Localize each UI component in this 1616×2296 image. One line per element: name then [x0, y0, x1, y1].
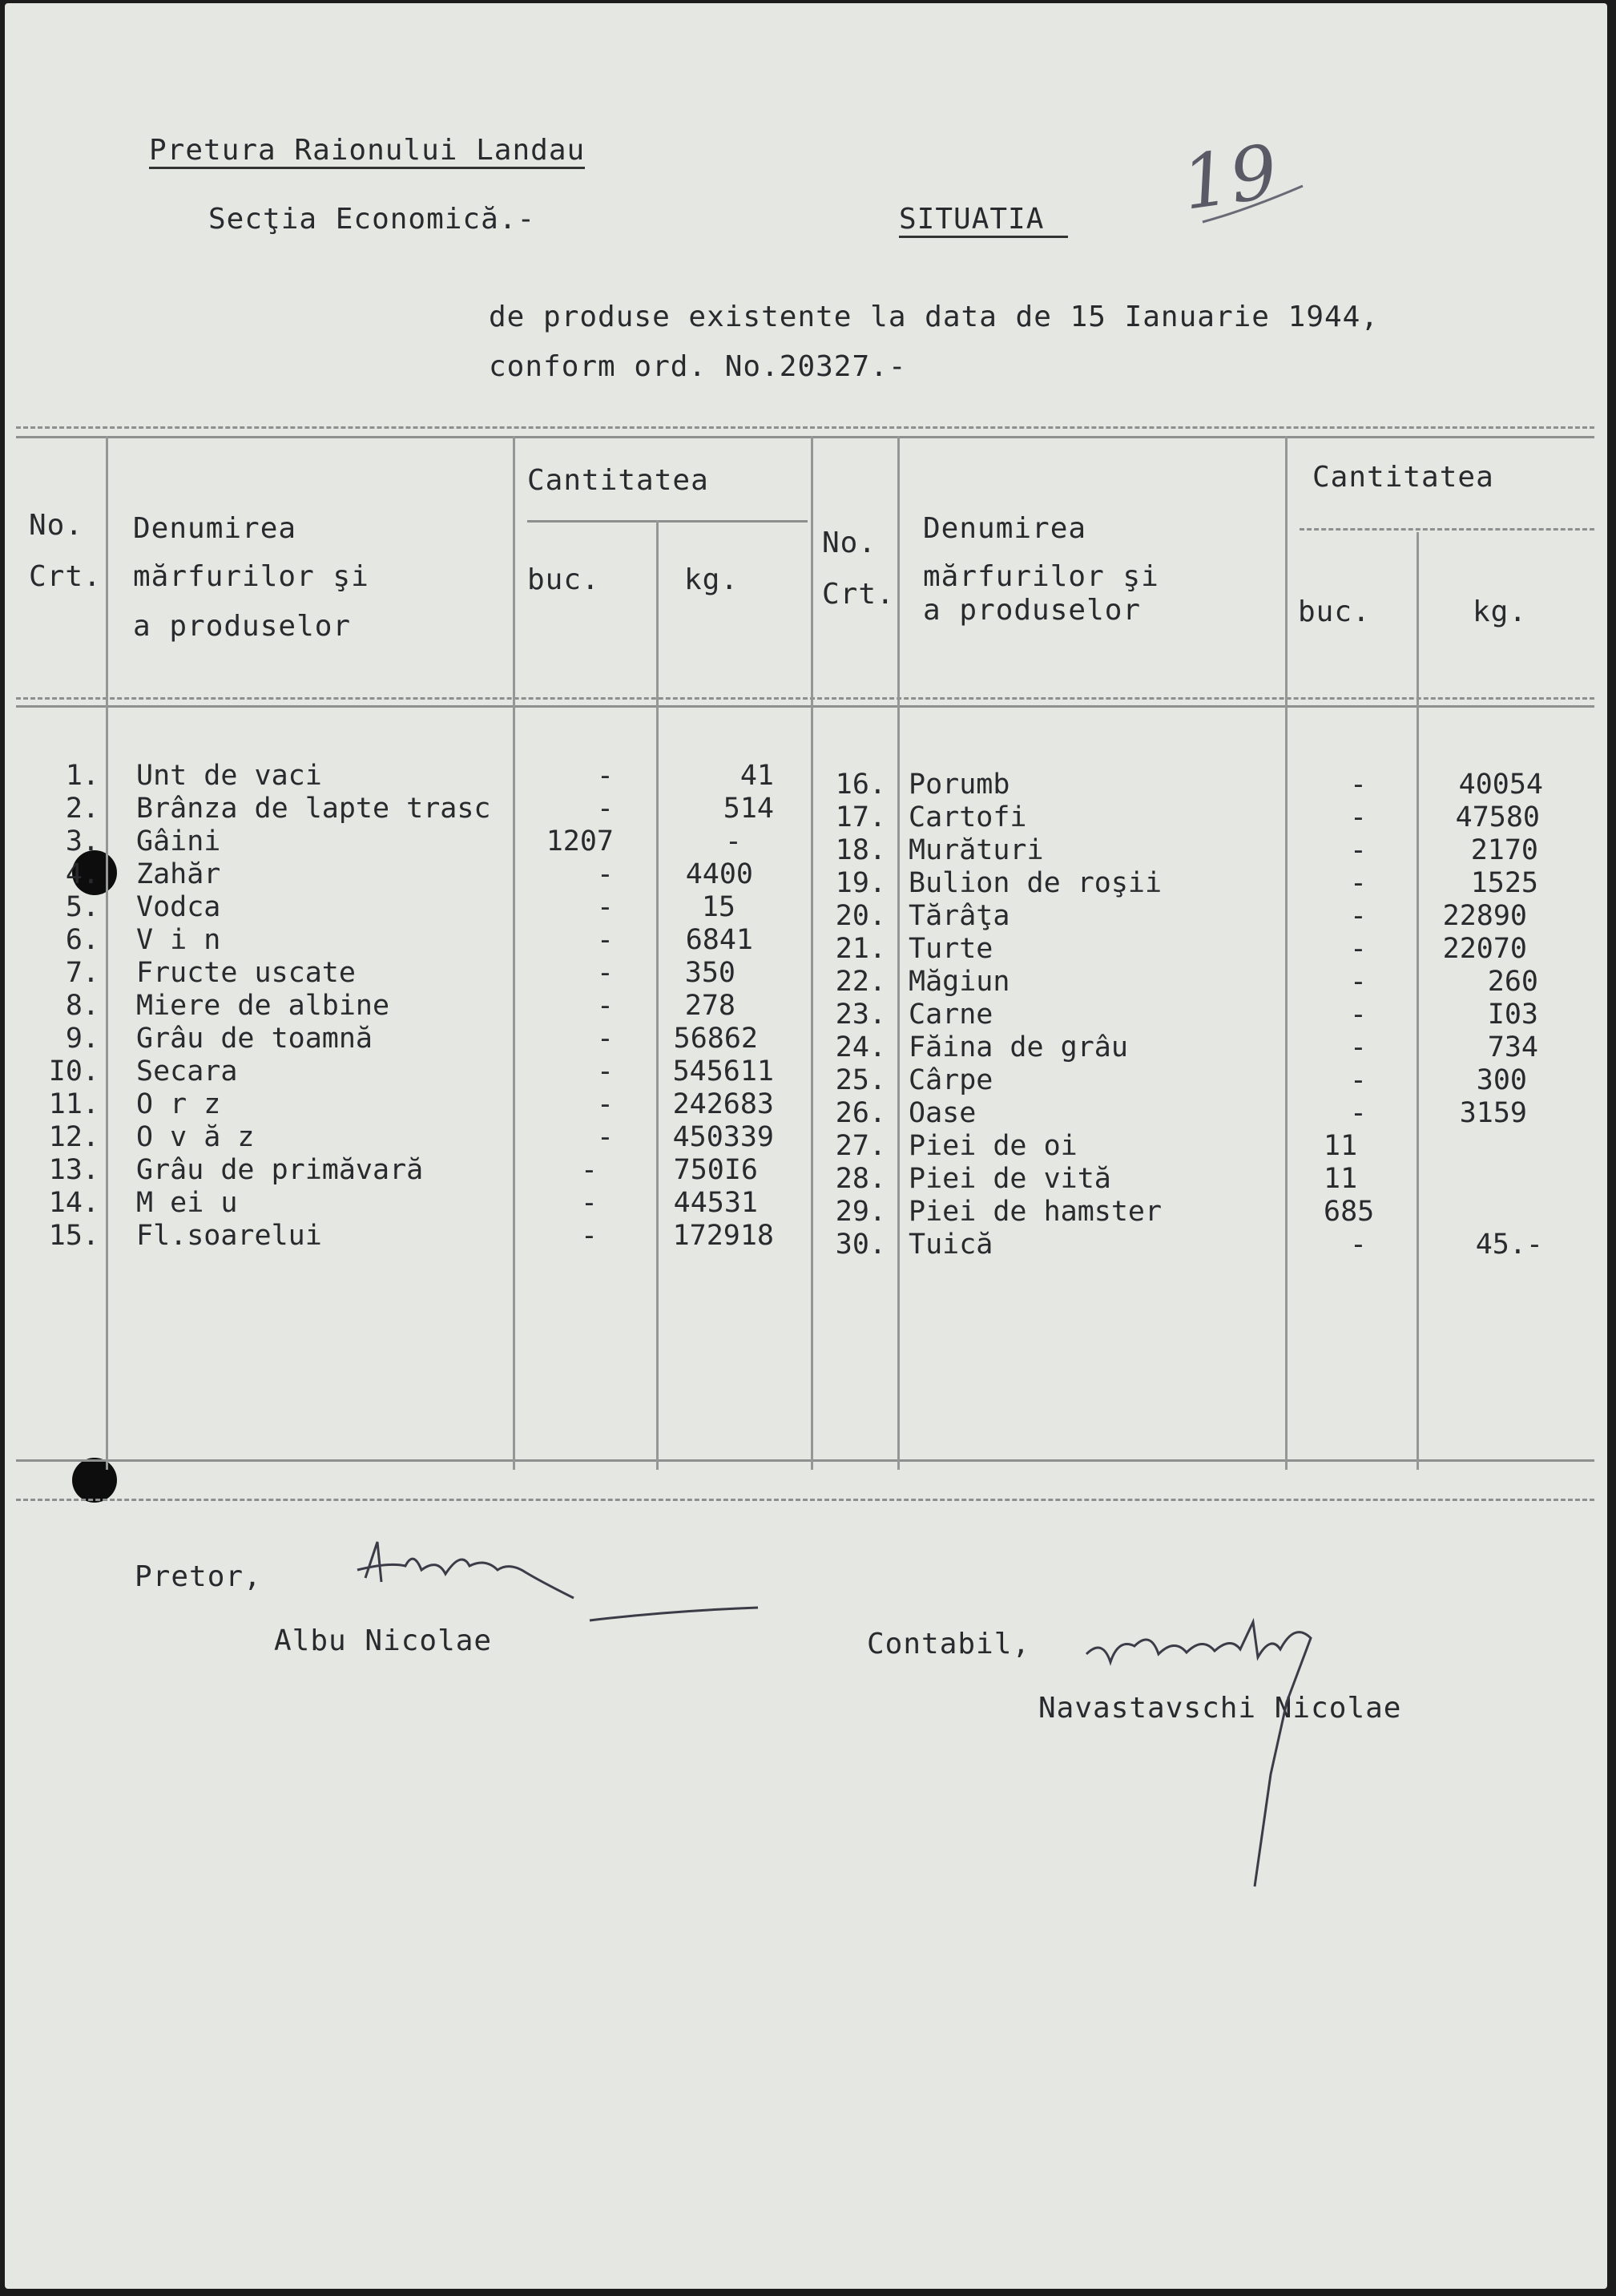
pieces-value: 11: [1324, 1163, 1358, 1195]
hdr-crt-right: Crt.: [822, 578, 895, 611]
row-number: 14.: [48, 1187, 99, 1219]
pretor-signature: [349, 1534, 766, 1630]
pieces-value: -: [596, 1088, 614, 1120]
qty-subheader-rule-left: [527, 520, 808, 523]
kg-value: 47580: [1455, 801, 1540, 833]
pieces-value: -: [1349, 1097, 1367, 1129]
product-name: Oase: [909, 1097, 977, 1129]
kg-value: -: [724, 825, 742, 857]
pieces-value: 685: [1324, 1196, 1375, 1228]
product-name: Cartofi: [909, 801, 1027, 833]
row-number: 4.: [65, 858, 99, 890]
document-subtitle-line2: conform ord. No.20327.-: [489, 350, 907, 383]
kg-value: 172918: [672, 1220, 774, 1252]
table-top-rule-2: [16, 436, 1594, 438]
hdr-name-l2-right: mărfurilor şi: [923, 560, 1159, 593]
accountant-signature: [1070, 1590, 1423, 1895]
row-number: 9.: [65, 1023, 99, 1055]
pieces-value: -: [596, 891, 614, 923]
pieces-value: -: [596, 760, 614, 792]
product-name: Tuică: [909, 1229, 993, 1261]
row-number: 13.: [48, 1154, 99, 1186]
table-bottom-rule-2: [16, 1499, 1594, 1501]
pieces-value: -: [1349, 999, 1367, 1031]
col-divider-2: [513, 436, 515, 1470]
product-name: Piei de oi: [909, 1130, 1078, 1162]
kg-value: 750I6: [673, 1154, 758, 1186]
row-number: 20.: [835, 900, 886, 932]
row-number: 22.: [835, 966, 886, 998]
row-number: 24.: [835, 1031, 886, 1063]
kg-value: 41: [739, 760, 774, 792]
row-number: 17.: [835, 801, 886, 833]
product-name: Porumb: [909, 769, 1010, 801]
pieces-value: -: [596, 793, 614, 825]
pieces-value: -: [580, 1187, 598, 1219]
row-number: 15.: [48, 1220, 99, 1252]
pieces-value: -: [1349, 867, 1367, 899]
kg-value: 545611: [672, 1055, 774, 1087]
pieces-value: -: [1349, 769, 1367, 801]
kg-value: 278: [684, 990, 735, 1022]
hdr-qty-left: Cantitatea: [527, 464, 709, 497]
kg-value: 6841: [685, 924, 753, 956]
row-number: 23.: [835, 999, 886, 1031]
product-name: Secara: [136, 1055, 238, 1087]
pieces-value: 1207: [546, 825, 614, 857]
kg-value: 3159: [1459, 1097, 1527, 1129]
pieces-value: -: [596, 957, 614, 989]
kg-value: 15: [701, 891, 735, 923]
product-name: Grâu de primăvară: [136, 1154, 424, 1186]
table-top-rule: [16, 426, 1594, 429]
row-number: 16.: [835, 769, 886, 801]
row-number: 3.: [65, 825, 99, 857]
product-name: O v ă z: [136, 1121, 255, 1153]
product-name: Fl.soarelui: [136, 1220, 322, 1252]
kg-value: 514: [723, 793, 774, 825]
product-name: Cârpe: [909, 1064, 993, 1096]
pieces-value: -: [1349, 1031, 1367, 1063]
kg-value: 450339: [672, 1121, 774, 1153]
row-number: 1.: [65, 760, 99, 792]
hdr-pcs-right: buc.: [1298, 595, 1371, 628]
pieces-value: -: [1349, 834, 1367, 866]
hdr-qty-right: Cantitatea: [1312, 461, 1494, 494]
col-divider-5: [897, 436, 900, 1470]
kg-value: 260: [1487, 966, 1538, 998]
kg-value: 56862: [673, 1023, 758, 1055]
product-name: O r z: [136, 1088, 221, 1120]
kg-value: 300: [1476, 1064, 1527, 1096]
product-name: Unt de vaci: [136, 760, 322, 792]
kg-value: 350: [684, 957, 735, 989]
hdr-pcs-left: buc.: [527, 563, 600, 596]
document-page: [5, 3, 1607, 2289]
pieces-value: 11: [1324, 1130, 1358, 1162]
product-name: Grâu de toamnă: [136, 1023, 373, 1055]
kg-value: 4400: [685, 858, 753, 890]
product-name: Miere de albine: [136, 990, 390, 1022]
accountant-title: Contabil,: [867, 1628, 1031, 1660]
product-name: Vodca: [136, 891, 221, 923]
row-number: 7.: [65, 957, 99, 989]
pieces-value: -: [596, 1055, 614, 1087]
row-number: 19.: [835, 867, 886, 899]
pieces-value: -: [596, 1023, 614, 1055]
row-number: 5.: [65, 891, 99, 923]
product-name: Tărâţa: [909, 900, 1010, 932]
product-name: Murături: [909, 834, 1044, 866]
hdr-crt-left: Crt.: [29, 560, 102, 593]
product-name: V i n: [136, 924, 221, 956]
row-number: 29.: [835, 1196, 886, 1228]
office-name: Pretura Raionului Landau: [149, 135, 585, 169]
col-divider-7: [1417, 532, 1419, 1470]
product-name: Piei de hamster: [909, 1196, 1163, 1228]
hdr-name-l3-right: a produselor: [923, 594, 1142, 627]
row-number: 28.: [835, 1163, 886, 1195]
kg-value: 22890: [1442, 900, 1527, 932]
row-number: 30.: [835, 1229, 886, 1261]
product-name: Gâini: [136, 825, 221, 857]
pretor-name: Albu Nicolae: [274, 1624, 493, 1657]
product-name: Măgiun: [909, 966, 1010, 998]
header-bottom-rule-2: [16, 705, 1594, 708]
document-subtitle-line1: de produse existente la data de 15 Ianuarie 1944,: [489, 301, 1380, 333]
product-name: Făina de grâu: [909, 1031, 1128, 1063]
kg-value: 22070: [1442, 933, 1527, 965]
pieces-value: -: [1349, 1064, 1367, 1096]
kg-value: I03: [1487, 999, 1538, 1031]
row-number: 25.: [835, 1064, 886, 1096]
pretor-title: Pretor,: [135, 1560, 262, 1593]
product-name: Piei de vită: [909, 1163, 1111, 1195]
product-name: Brânza de lapte trasc: [136, 793, 491, 825]
pieces-value: -: [580, 1220, 598, 1252]
row-number: 6.: [65, 924, 99, 956]
document-title: SITUATIA: [899, 204, 1068, 238]
qty-subheader-rule-right: [1300, 528, 1594, 531]
pieces-value: -: [596, 990, 614, 1022]
table-bottom-rule: [16, 1459, 1594, 1462]
punch-hole-bottom: [72, 1458, 117, 1503]
hdr-name-l1-left: Denumirea: [133, 512, 297, 545]
product-name: Bulion de roşii: [909, 867, 1163, 899]
hdr-name-l1-right: Denumirea: [923, 512, 1087, 545]
kg-value: 242683: [672, 1088, 774, 1120]
folio-stroke: [1199, 178, 1311, 234]
row-number: 26.: [835, 1097, 886, 1129]
product-name: Zahăr: [136, 858, 221, 890]
pieces-value: -: [1349, 966, 1367, 998]
col-divider-1: [106, 436, 108, 1470]
hdr-no-right: No.: [822, 527, 877, 559]
kg-value: 40054: [1458, 769, 1543, 801]
kg-value: 734: [1487, 1031, 1538, 1063]
row-number: 18.: [835, 834, 886, 866]
kg-value: 2170: [1470, 834, 1538, 866]
pieces-value: -: [1349, 801, 1367, 833]
kg-value: 44531: [673, 1187, 758, 1219]
row-number: 27.: [835, 1130, 886, 1162]
product-name: Turte: [909, 933, 993, 965]
hdr-no-left: No.: [29, 509, 84, 542]
kg-value: 45.-: [1475, 1229, 1543, 1261]
product-name: M ei u: [136, 1187, 238, 1219]
row-number: 12.: [48, 1121, 99, 1153]
hdr-name-l2-left: mărfurilor şi: [133, 560, 369, 593]
header-bottom-rule: [16, 697, 1594, 700]
row-number: 8.: [65, 990, 99, 1022]
pieces-value: -: [1349, 933, 1367, 965]
pieces-value: -: [1349, 900, 1367, 932]
accountant-name: Navastavschi Nicolae: [1038, 1692, 1402, 1725]
pieces-value: -: [1349, 1229, 1367, 1261]
row-number: I0.: [48, 1055, 99, 1087]
section-name: Secţia Economică.-: [208, 203, 536, 236]
pieces-value: -: [596, 1121, 614, 1153]
product-name: Carne: [909, 999, 993, 1031]
pieces-value: -: [596, 924, 614, 956]
product-name: Fructe uscate: [136, 957, 356, 989]
kg-value: 1525: [1470, 867, 1538, 899]
row-number: 21.: [835, 933, 886, 965]
row-number: 11.: [48, 1088, 99, 1120]
pieces-value: -: [596, 858, 614, 890]
hdr-name-l3-left: a produselor: [133, 610, 352, 643]
folio-number: 19: [1177, 128, 1284, 227]
hdr-kg-left: kg.: [684, 563, 739, 596]
row-number: 2.: [65, 793, 99, 825]
pieces-value: -: [580, 1154, 598, 1186]
hdr-kg-right: kg.: [1473, 595, 1528, 628]
